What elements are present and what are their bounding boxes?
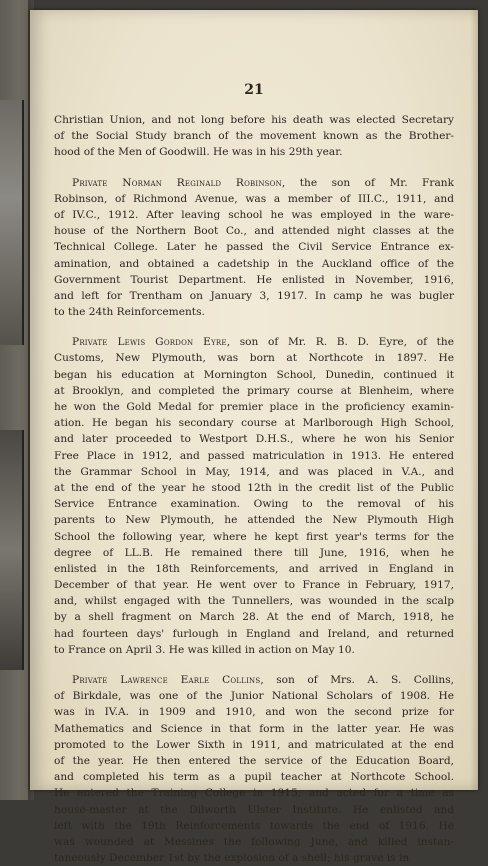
text-line [54,448,454,464]
soldier-name: Private Norman Reginald Robinson [72,176,282,189]
text-line [54,415,454,431]
line-text: house of the Northern Boot Co., and attended night classes at the [54,225,454,238]
line-text: and, whilst engaged with the Tunnellers, was wounded in the scalp [54,595,454,608]
text-line [54,272,454,288]
soldier-name: Private Lawrence Earle Collins [72,674,261,686]
line-text: , son of Mr. R. B. D. Eyre, of the [226,336,454,349]
paragraph-gap [54,320,454,334]
text-line [54,480,454,496]
text-line [54,128,454,144]
text-line [54,431,454,447]
paragraph [54,175,454,321]
line-text: to France on April 3. He was killed in action on May 10. [54,643,355,656]
line-text: Service Entrance examination. Owing to the removal of his [54,498,454,511]
line-text: , the son of Mr. Frank [281,176,454,189]
text-line [54,737,454,753]
text-line [54,704,454,720]
line-text: left with the 19th Reinforcements towards the end of 1916. He [54,819,454,832]
text-line [54,818,454,834]
line-text: , son of Mrs. A. S. Collins, [260,674,454,686]
line-text: promoted to the Lower Sixth in 1911, and matriculated at the end [54,738,454,751]
text-line [54,850,454,866]
text-line [54,367,454,383]
text-line [54,399,454,415]
line-text: the Grammar School in May, 1914, and was placed in V.A., and [54,465,454,478]
line-text: Christian Union, and not long before his death was elected Secretary [54,114,454,126]
text-line [54,144,454,160]
line-text: of Birkdale, was one of the Junior National Scholars of 1908. He [54,690,454,703]
text-line [54,593,454,609]
text-line [54,496,454,512]
text-line [54,207,454,223]
line-text: of IV.C., 1912. After leaving school he was employed in the ware- [54,208,454,221]
line-text: by a shell fragment on March 28. At the end of March, 1918, he [54,611,454,624]
line-text: He entered the Training College in 1915, and acted for a time as [54,787,454,800]
line-text: Customs, New Plymouth, was born at Northcote in 1897. He [54,352,454,365]
line-text: parents to New Plymouth, he attended the New Plymouth High [54,514,454,527]
text-line [54,223,454,239]
previous-page-photo-top [0,100,24,345]
text-line [54,239,454,255]
line-text: School the following year, where he kept first year's terms for the [54,530,454,543]
paragraph [54,334,454,658]
previous-page-photo-bottom [0,430,24,670]
text-line [54,577,454,593]
line-text: at Brooklyn, and completed the primary course at Blenheim, where [54,384,454,397]
text-line [54,112,454,128]
text-line [54,464,454,480]
soldier-name: Private Lewis Gordon Eyre [72,336,227,349]
line-text: Free Place in 1912, and passed matriculation in 1913. He entered [54,449,454,462]
line-text: and later proceeded to Westport D.H.S., where he won his Senior [54,433,454,446]
text-line [54,304,454,320]
line-text: began his education at Mornington School, Dunedin, continued it [54,368,454,381]
paragraph-gap [54,658,454,672]
text-line [54,688,454,704]
line-text: and completed his term as a pupil teacher at Northcote School. [54,771,454,784]
line-text: and left for Trentham on January 3, 1917. In camp he was bugler [54,289,454,302]
text-line [54,721,454,737]
text-line [54,642,454,658]
text-line [54,672,454,688]
text-line [54,834,454,850]
text-line [54,175,454,191]
line-text: of the year. He then entered the service of the Education Board, [54,754,454,767]
page-number: 21 [244,82,264,98]
text-line [54,769,454,785]
line-text: Robinson, of Richmond Avenue, was a member of III.C., 1911, and [54,192,454,205]
line-text: Technical College. Later he passed the Civil Service Entrance ex- [54,241,454,254]
text-line [54,383,454,399]
text-line [54,350,454,366]
text-line [54,334,454,350]
line-text: degree of LL.B. He remained there till June, 1916, when he [54,546,454,559]
line-text: house-master at the Dilworth Ulster Institute. He enlisted and [54,803,454,816]
line-text: had fourteen days' furlough in England and Ireland, and returned [54,627,454,640]
page-edge-shadow [470,10,478,790]
line-text: ation. He began his secondary course at Marlborough High School, [54,417,454,430]
line-text: at the end of the year he stood 12th in the credit list of the Public [54,481,454,494]
paragraph [54,112,454,161]
line-text: December of that year. He went over to France in February, 1917, [54,579,454,592]
text-line [54,256,454,272]
paragraph-gap [54,161,454,175]
line-text: Mathematics and Science in that form in the latter year. He was [54,722,454,735]
line-text: was wounded at Messines the following June, and killed instan- [54,835,454,848]
line-text: amination, and obtained a cadetship in the Auckland office of the [54,257,454,270]
line-text: was in IV.A. in 1909 and 1910, and won the second prize for [54,706,454,719]
text-line [54,288,454,304]
text-line [54,753,454,769]
text-line [54,609,454,625]
line-text: Government Tourist Department. He enlisted in November, 1916, [54,273,454,286]
line-text: he won the Gold Medal for premier place in the proficiency examin- [54,401,454,413]
text-line [54,529,454,545]
line-text: to the 24th Reinforcements. [54,306,205,319]
line-text: of the Social Study branch of the movement known as the Brother- [54,130,454,143]
text-line [54,802,454,818]
text-line [54,191,454,207]
page-body-text [54,112,454,866]
text-line [54,512,454,528]
line-text: enlisted in the 18th Reinforcements, and arrived in England in [54,562,454,575]
book-page [30,10,478,865]
text-line [54,626,454,642]
text-line [54,561,454,577]
line-text: taneously December 1st by the explosion of a shell; his grave is in [54,852,410,865]
text-line [54,545,454,561]
text-line [54,785,454,801]
paragraph [54,672,454,866]
line-text: hood of the Men of Goodwill. He was in his 29th year. [54,146,343,159]
